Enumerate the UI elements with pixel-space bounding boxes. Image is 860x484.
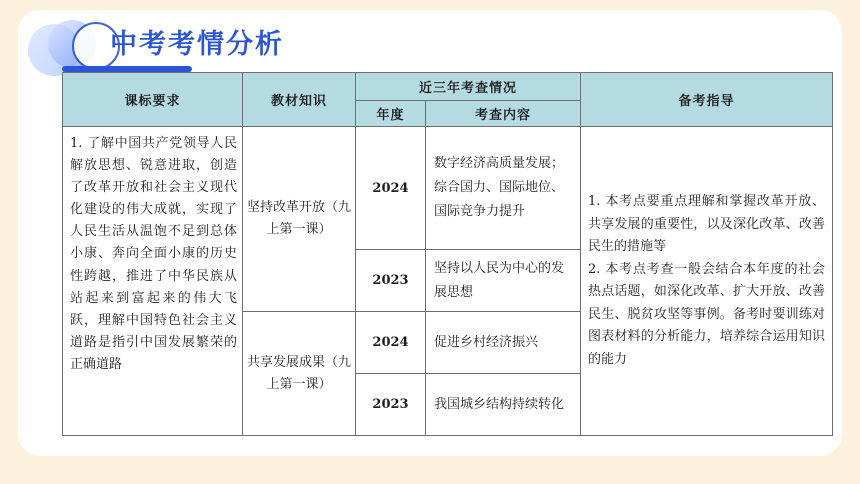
content-cell: 促进乡村经济振兴	[426, 312, 581, 374]
exam-analysis-table	[62, 72, 833, 436]
header-requirement: 课标要求	[63, 73, 243, 127]
guide-cell	[581, 127, 833, 436]
guide-point-1: 1. 本考点要重点理解和掌握改革开放、共享发展的重要性，以及深化改革、改善民生的措施等	[588, 194, 826, 254]
guide-point-2: 2. 本考点考查一般会结合本年度的社会热点话题，如深化改革、扩大开放、改善民生、脱贫攻坚等事例。备考时要训练对图表材料的分析能力，培养综合运用知识的能力	[588, 261, 826, 367]
header-year: 年度	[356, 101, 426, 127]
page-title: 中考考情分析	[110, 29, 284, 60]
header-recent: 近三年考查情况	[356, 73, 581, 101]
header-content: 考查内容	[426, 101, 581, 127]
header-material: 教材知识	[243, 73, 356, 127]
year-cell: 2024	[356, 127, 426, 250]
year-cell: 2023	[356, 374, 426, 436]
material-cell-1: 坚持改革开放（九上第一课）	[243, 127, 356, 312]
header-guide: 备考指导	[581, 73, 833, 127]
content-cell: 数字经济高质量发展；综合国力、国际地位、国际竞争力提升	[426, 127, 581, 250]
content-cell: 我国城乡结构持续转化	[426, 374, 581, 436]
requirement-cell: 1. 了解中国共产党领导人民解放思想、锐意进取，创造了改革开放和社会主义现代化建设的伟大成就，实现了人民生活从温饱不足到总体小康、奔向全面小康的历史性跨越，推进了中华民族从站起来到富起来的伟大飞跃，理解中国特色社会主义道路是指引中国发展繁荣的正确道路	[63, 127, 243, 436]
material-cell-2: 共享发展成果（九上第一课）	[243, 312, 356, 436]
year-cell: 2023	[356, 250, 426, 312]
content-cell: 坚持以人民为中心的发展思想	[426, 250, 581, 312]
year-cell: 2024	[356, 312, 426, 374]
